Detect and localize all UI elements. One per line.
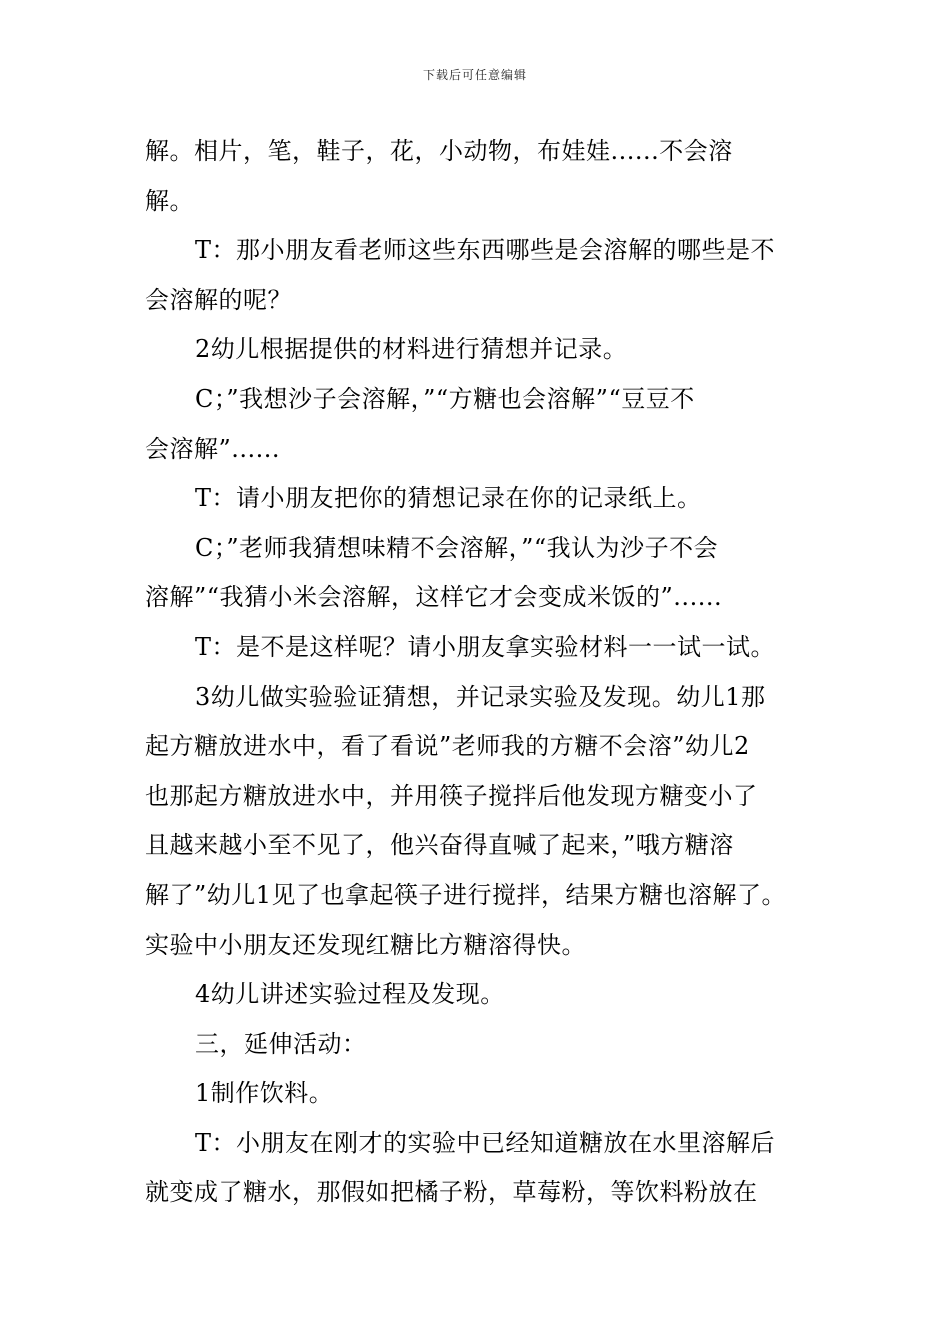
text-line: 解。 — [145, 186, 194, 215]
text-line: 且越来越小至不见了，他兴奋得直喊了起来，”哦方糖溶 — [145, 831, 734, 860]
text-line: 解了”幼儿1见了也拿起筷子进行搅拌，结果方糖也溶解了。 — [145, 880, 787, 909]
text-line: C；”老师我猜想味精不会溶解，”“我认为沙子不会 — [195, 533, 719, 562]
text-line: 实验中小朋友还发现红糖比方糖溶得快。 — [145, 930, 586, 959]
text-line: C；”我想沙子会溶解，”“方糖也会溶解”“豆豆不 — [195, 384, 695, 413]
text-line: 2幼儿根据提供的材料进行猜想并记录。 — [195, 335, 628, 364]
text-line: 三，延伸活动： — [195, 1029, 367, 1058]
text-line: 4幼儿讲述实验过程及发现。 — [195, 980, 505, 1009]
text-line: T：小朋友在刚才的实验中已经知道糖放在水里溶解后 — [195, 1128, 776, 1157]
page-header: 下载后可任意编辑 — [422, 68, 527, 82]
text-line: 解。相片，笔，鞋子，花，小动物，布娃娃......不会溶 — [145, 137, 733, 165]
text-line: 也那起方糖放进水中，并用筷子搅拌后他发现方糖变小了 — [145, 781, 758, 810]
text-line: T：那小朋友看老师这些东西哪些是会溶解的哪些是不 — [195, 236, 776, 265]
text-line: T：请小朋友把你的猜想记录在你的记录纸上。 — [195, 484, 702, 513]
text-line: 起方糖放进水中，看了看说”老师我的方糖不会溶”幼儿2 — [145, 732, 750, 761]
document-body — [145, 127, 817, 1218]
text-line: T：是不是这样呢？请小朋友拿实验材料一一试一试。 — [195, 632, 776, 661]
text-line: 就变成了糖水，那假如把橘子粉，草莓粉，等饮料粉放在 — [145, 1178, 758, 1207]
text-line: 会溶解”...... — [145, 434, 281, 463]
text-line: 溶解”“我猜小米会溶解，这样它才会变成米饭的”...... — [145, 583, 723, 612]
text-line: 会溶解的呢？ — [145, 285, 292, 314]
text-line: 1制作饮料。 — [195, 1079, 334, 1108]
text-line: 3幼儿做实验验证猜想，并记录实验及发现。幼儿1那 — [195, 682, 766, 711]
